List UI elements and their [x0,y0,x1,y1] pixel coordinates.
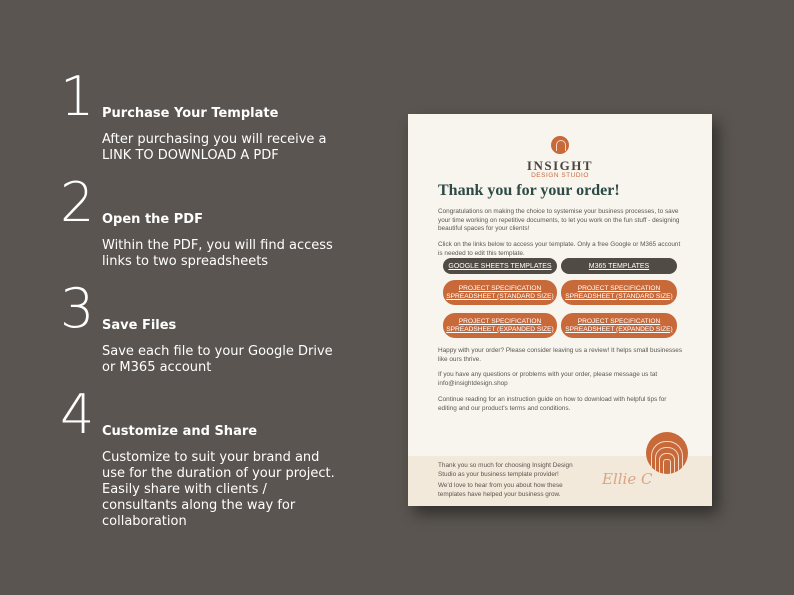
step-number: 3 [60,277,95,340]
brand-subtitle: DESIGN STUDIO [531,172,589,179]
continue-text: Continue reading for an instruction guide on how to download with helpful tips for editing and our product's terms and conditions. [438,396,667,412]
step-title: Purchase Your Template [102,106,279,121]
review-text: Happy with your order? Please consider leaving us a review! It helps small businesses like ours thrive. [438,347,683,363]
intro-text: Congratulations on making the choice to systemise your business processes, to save your time working on repetitive documents, to let you work on the fun stuff - designing beautiful spaces for your clients! [438,208,680,232]
arch-logo-icon [646,432,688,474]
step-description: After purchasing you will receive a LINK TO DOWNLOAD A PDF [102,132,327,163]
m365-templates-button[interactable]: M365 TEMPLATES [561,258,677,274]
step-number: 1 [60,65,95,128]
step-description: Customize to suit your brand and use for the duration of your project. Easily share with clients / consultants along the way for collaboration [102,450,335,529]
step-number: 4 [60,383,95,446]
footer-love-text: We'd love to hear from you about how these templates have helped your business grow. [438,482,563,498]
brand-name: INSIGHT [526,158,594,173]
footer-thanks-text: Thank you so much for choosing Insight Design Studio as your business template provider! [438,462,573,478]
signature: Ellie C [602,470,653,488]
contact-text: If you have any questions or problems with your order, please message us tat info@insightdesign.shop [438,371,658,387]
google-sheets-templates-button[interactable]: GOOGLE SHEETS TEMPLATES [443,258,557,274]
step-description: Within the PDF, you will find access links to two spreadsheets [102,238,333,269]
step-title: Save Files [102,318,177,333]
step-title: Open the PDF [102,212,203,227]
links-intro-text: Click on the links below to access your template. Only a free Google or M365 account is needed to edit this template. [438,241,681,257]
pdf-document-preview [408,114,712,506]
document-title: Thank you for your order! [438,182,620,199]
step-description: Save each file to your Google Drive or M365 account [102,344,333,375]
m365-standard-spec-button[interactable]: PROJECT SPECIFICATION SPREADSHEET (STANDARD SIZE) [561,280,677,305]
google-standard-spec-button[interactable]: PROJECT SPECIFICATION SPREADSHEET (STANDARD SIZE) [443,280,557,305]
m365-expanded-spec-button[interactable]: PROJECT SPECIFICATION SPREADSHEET (EXPANDED SIZE) [561,313,677,338]
logo-icon [551,136,569,154]
step-number: 2 [60,171,95,234]
google-expanded-spec-button[interactable]: PROJECT SPECIFICATION SPREADSHEET (EXPANDED SIZE) [443,313,557,338]
step-title: Customize and Share [102,424,258,439]
